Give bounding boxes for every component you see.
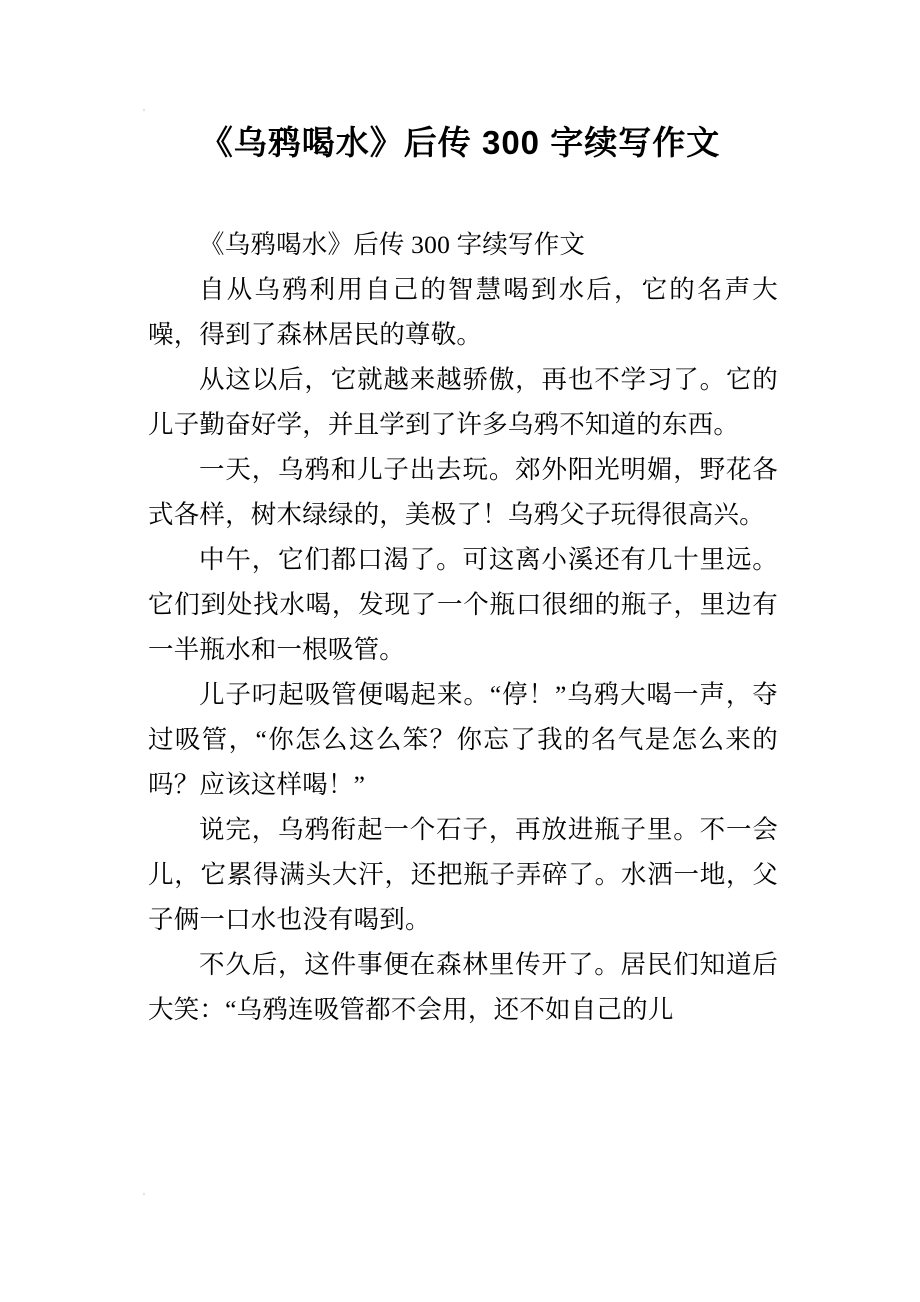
page-title: 《乌鸦喝水》后传 300 字续写作文 — [199, 124, 721, 161]
page-corner-mark-top: ' — [143, 107, 145, 119]
paragraph-1: 《乌鸦喝水》后传 300 字续写作文 — [199, 230, 586, 259]
page-corner-mark-bottom: ' — [143, 1191, 145, 1203]
paragraph-3: 从这以后，它就越来越骄傲，再也不学习了。它的儿子勤奋好学，并且学到了许多乌鸦不知道的东西。 — [148, 365, 778, 439]
paragraph-4: 一天，乌鸦和儿子出去玩。郊外阳光明媚，野花各式各样，树木绿绿的，美极了！乌鸦父子玩得很高兴。 — [148, 455, 778, 529]
paragraph-8: 不久后，这件事便在森林里传开了。居民们知道后大笑：“乌鸦连吸管都不会用，还不如自己的儿 — [148, 950, 778, 1024]
document-body — [148, 222, 778, 1032]
paragraph-6: 儿子叼起吸管便喝起来。“停！”乌鸦大喝一声，夺过吸管，“你怎么这么笨？你忘了我的名气是怎么来的吗？应该这样喝！” — [148, 680, 778, 799]
paragraph-5: 中午，它们都口渴了。可这离小溪还有几十里远。它们到处找水喝，发现了一个瓶口很细的瓶子，里边有一半瓶水和一根吸管。 — [148, 545, 778, 664]
paragraph-7: 说完，乌鸦衔起一个石子，再放进瓶子里。不一会儿，它累得满头大汗，还把瓶子弄碎了。水洒一地，父子俩一口水也没有喝到。 — [148, 815, 778, 934]
paragraph-2: 自从乌鸦利用自己的智慧喝到水后，它的名声大噪，得到了森林居民的尊敬。 — [148, 275, 778, 349]
